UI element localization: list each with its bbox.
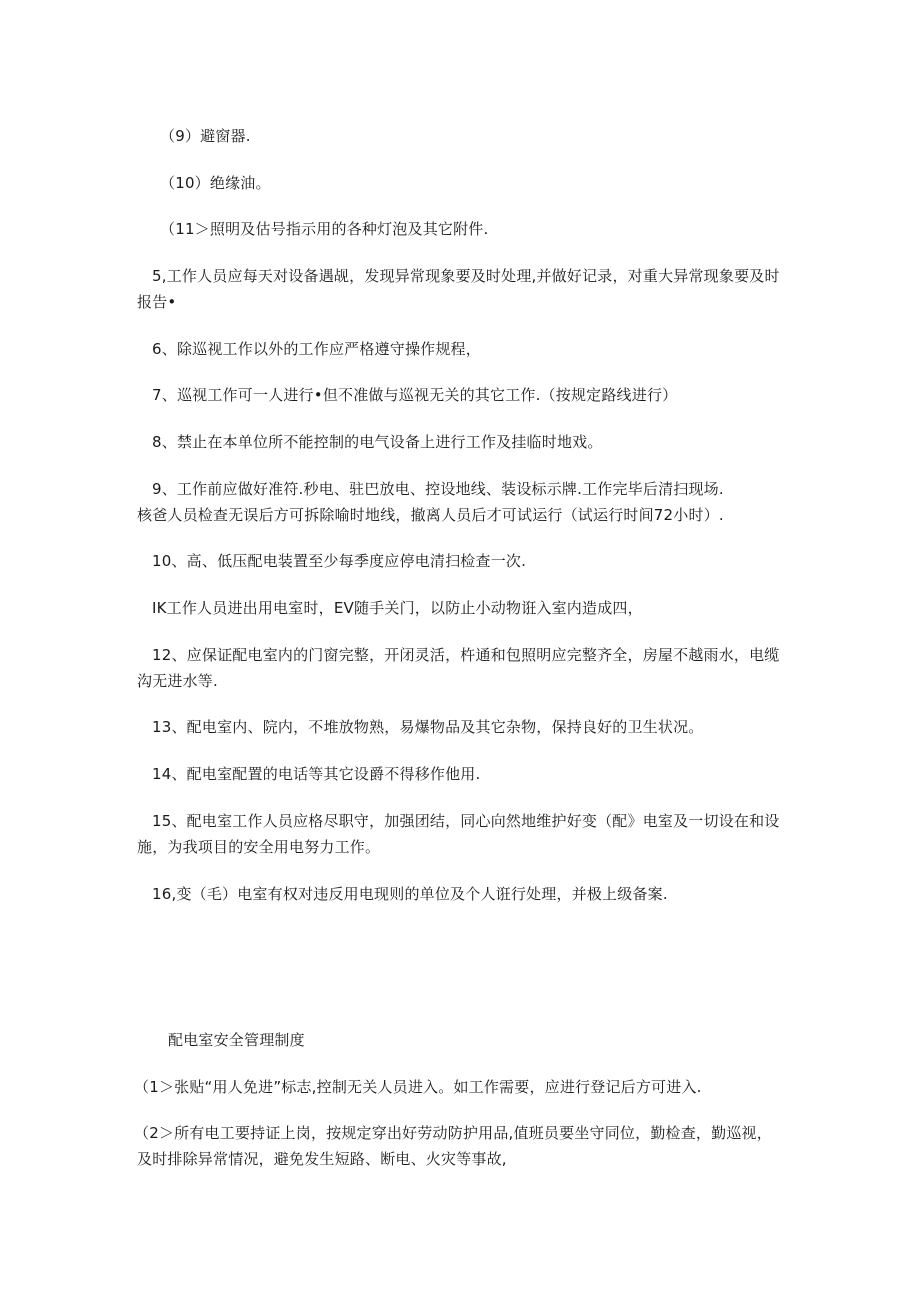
list-item: （10）绝缘油。	[160, 174, 271, 192]
list-item-continuation: 核爸人员检查无误后方可拆除喻时地线，撤离人员后才可试运行（试运行时间72小时）.	[137, 506, 724, 524]
list-item: 10、高、低压配电装置至少每季度应停电清扫检查一次.	[152, 552, 527, 570]
list-item: IK工作人员进出用电室时，EV随手关门，以防止小动物诳入室内造成四，	[152, 599, 643, 617]
section-item-continuation: 及时排除异常情况，避免发生短路、断电、火灾等事故,	[137, 1150, 507, 1168]
list-item: 14、配电室配置的电话等其它设爵不得移作他用.	[152, 765, 481, 783]
list-item-continuation: 施，为我项目的安全用电努力工作。	[137, 838, 381, 856]
list-item: 7、巡视工作可一人进行•但不准做与巡视无关的其它工作.（按规定路线进行）	[152, 386, 678, 404]
section-item: （2＞所有电工要持证上岗，按规定穿出好劳动防护用品,值班员要坐守同位，勤检查，勤巡视，	[134, 1124, 772, 1142]
list-item: 5,工作人员应每天对设备遇觇，发现异常现象要及时处理,并做好记录，对重大异常现象要及时	[152, 267, 780, 285]
list-item: 16,变（毛）电室有权对违反用电现则的单位及个人诳行处理，并极上级备案.	[152, 885, 668, 903]
list-item: 8、禁止在本单位所不能控制的电气设备上进行工作及挂临时地戏。	[152, 433, 603, 451]
list-item-continuation: 沟无进水等.	[137, 672, 218, 690]
section-title: 配电室安全管理制度	[168, 1031, 305, 1049]
list-item: 12、应保证配电室内的门窗完整，开闭灵活，杵通和包照明应完整齐全，房屋不越雨水，电缆	[152, 646, 780, 664]
section-item: （1＞张贴“用人免进”标志,控制无关人员进入。如工作需要，应进行登记后方可进入.	[134, 1078, 702, 1096]
list-item: 13、配电室内、院内，不堆放物熟，易爆物品及其它杂物，保持良好的卫生状况。	[152, 718, 704, 736]
list-item: 15、配电室工作人员应格尽职守，加强团结，同心向然地维护好变（配》电室及一切设在和设	[152, 812, 780, 830]
list-item: 9、工作前应做好准符.秒电、驻巴放电、控设地线、装设标示牌.工作完毕后清扫现场.	[152, 480, 724, 498]
list-item: 6、除巡视工作以外的工作应严格遵守操作规程，	[152, 340, 481, 358]
list-item-continuation: 报告•	[137, 293, 177, 311]
list-item: （9）避窗器.	[160, 127, 251, 145]
list-item: （11＞照明及估号指示用的各种灯泡及其它附件.	[160, 220, 489, 238]
